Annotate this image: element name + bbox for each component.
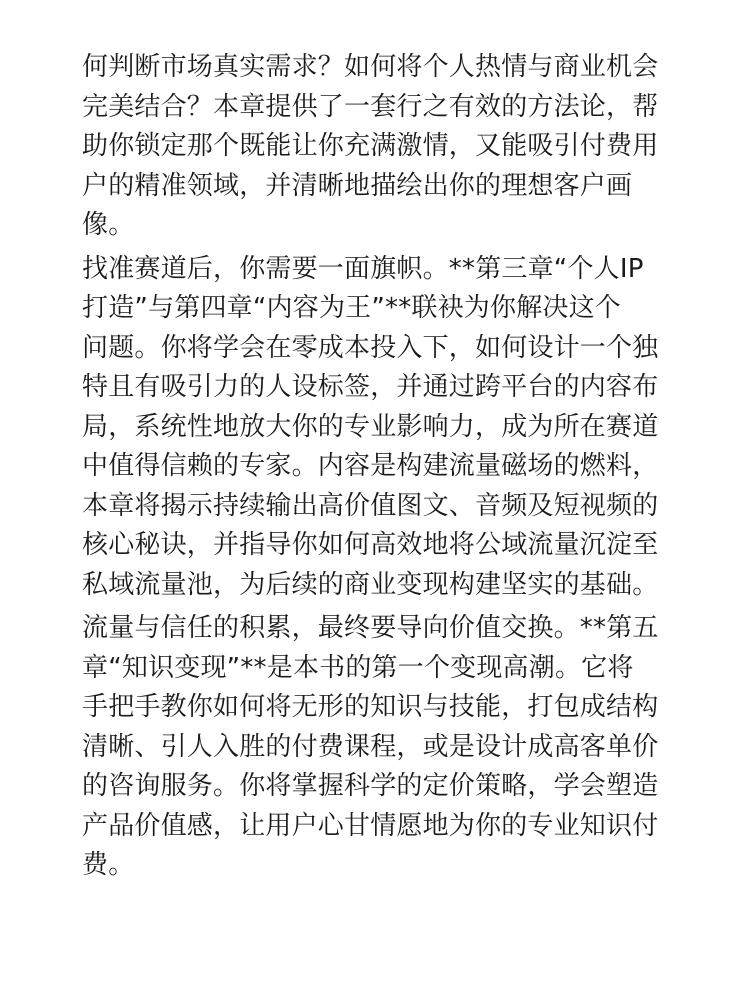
text-line: 像。 [82,210,135,240]
text-line: 费。 [82,850,135,880]
text-line: 产品价值感，让用户心甘情愿地为你的专业知识付 [82,810,659,841]
text-line: 找准赛道后，你需要一面旗帜。**第三章“个人IP [82,253,644,284]
paragraph-2 [82,250,680,606]
text-line: 章“知识变现”**是本书的第一个变现高潮。它将 [82,652,634,683]
text-line: 特且有吸引力的人设标签，并通过跨平台的内容布 [82,372,659,402]
text-line: 本章将揭示持续输出高价值图文、音频及短视频的 [82,490,659,521]
text-line: 私域流量池，为后续的商业变现构建坚实的基础。 [82,569,659,600]
text-line: 完美结合？本章提供了一套行之有效的方法论，帮 [82,91,659,122]
text-line: 局，系统性地放大你的专业影响力，成为所在赛道 [82,411,659,442]
text-line: 流量与信任的积累，最终要导向价值交换。**第五 [82,613,659,643]
paragraph-3 [82,609,680,886]
text-line: 打造”与第四章“内容为王”**联袂为你解决这个 [82,293,622,323]
text-line: 户的精准领域，并清晰地描绘出你的理想客户画 [82,170,633,201]
paragraph-1 [82,48,680,246]
text-line: 中值得信赖的专家。内容是构建流量磁场的燃料， [82,451,659,481]
text-line: 问题。你将学会在零成本投入下，如何设计一个独 [82,332,659,363]
text-line: 何判断市场真实需求？如何将个人热情与商业机会 [82,52,659,82]
text-line: 清晰、引人入胜的付费课程，或是设计成高客单价 [82,731,659,762]
text-line: 的咨询服务。你将掌握科学的定价策略，学会塑造 [82,771,659,801]
text-line: 核心秘诀，并指导你如何高效地将公域流量沉淀至 [82,530,659,560]
text-line: 助你锁定那个既能让你充满激情，又能吸引付费用 [82,131,659,161]
text-line: 手把手教你如何将无形的知识与技能，打包成结构 [82,692,659,722]
